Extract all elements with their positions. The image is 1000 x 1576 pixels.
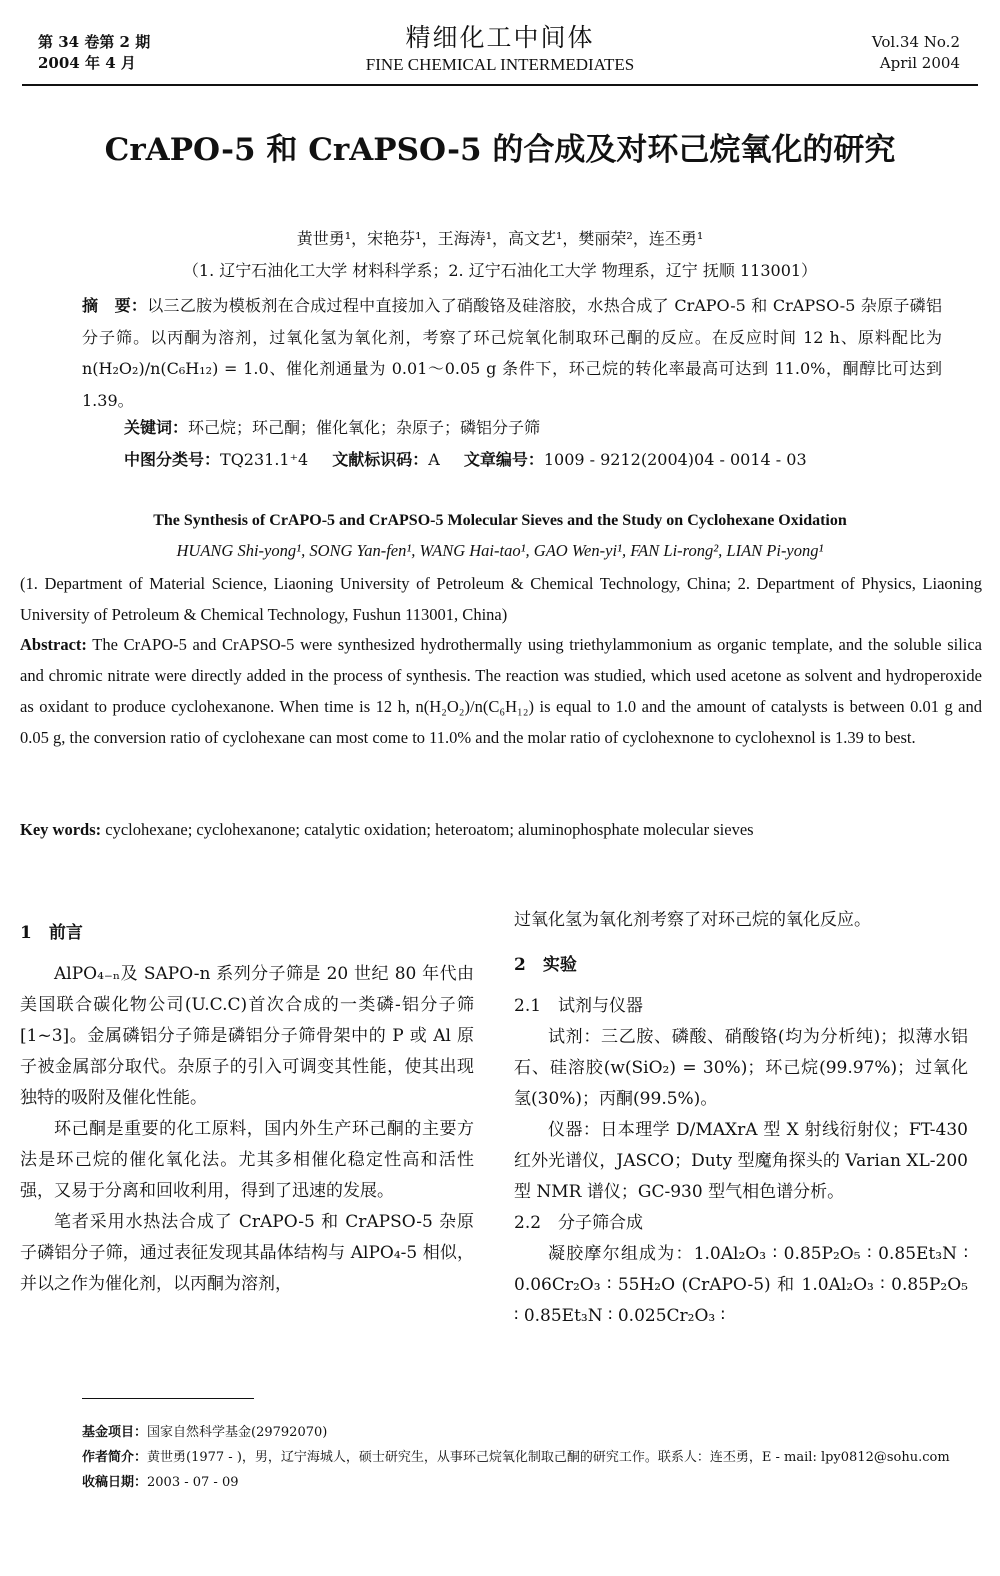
section-2-2-paragraph-1: 凝胶摩尔组成为：1.0Al₂O₃ ∶ 0.85P₂O₅ ∶ 0.85Et₃N ∶ 0.06Cr₂O₃ ∶ 55H₂O (CrAPO-5) 和 1.0Al₂O₃ ∶ 0.85P₂O₅ ∶ 0.85Et₃N ∶ 0.025Cr₂O₃ ∶ — [514, 1244, 968, 1326]
keywords-en — [20, 814, 982, 845]
section-1-paragraph-1: AlPO₄₋ₙ及 SAPO-n 系列分子筛是 20 世纪 80 年代由美国联合碳化物公司(U.C.C)首次合成的一类磷-铝分子筛[1~3]。金属磷铝分子筛是磷铝分子筛骨架中的 P 或 Al 原子被金属部分取代。杂原子的引入可调变其性能，使其出现独特的吸附及催化性能。 — [20, 964, 474, 1108]
affiliation-en: (1. Department of Material Science, Liaoning University of Petroleum & Chemical Technology, China; 2. Department of Physics, Liaoning University of Petroleum & Chemical Technology, Fushun 113001, China) — [20, 574, 982, 624]
section-1-paragraph-2: 环己酮是重要的化工原料，国内外生产环己酮的主要方法是环己烷的催化氧化法。尤其多相催化稳定性高和活性强，又易于分离和回收利用，得到了迅速的发展。 — [20, 1119, 474, 1201]
doc-code-value: A — [428, 450, 440, 469]
keywords-en-text: cyclohexane; cyclohexanone; catalytic oxidation; heteroatom; aluminophosphate molecular sieves — [105, 820, 754, 839]
abstract-cn — [82, 290, 942, 416]
author-bio-text: 黄世勇(1977 - )，男，辽宁海城人，硕士研究生，从事环己烷氧化制取己酮的研究工作。联系人：连丕勇，E - mail: lpy0812@sohu.com — [147, 1450, 950, 1465]
affiliation-cn: （1. 辽宁石油化工大学 材料科学系；2. 辽宁石油化工大学 物理系，辽宁 抚顺 113001） — [182, 261, 818, 280]
volume-cn: 第 34 卷第 2 期 — [38, 33, 151, 51]
clc-value: TQ231.1⁺4 — [220, 450, 309, 469]
footnote-rule — [82, 1398, 254, 1399]
received-label: 收稿日期： — [82, 1475, 148, 1490]
section-2-heading: 2 实验 — [514, 955, 577, 975]
volume-en: Vol.34 No.2 — [871, 33, 960, 51]
section-2-2-heading: 2.2 分子筛合成 — [514, 1213, 644, 1233]
paper-title-en: The Synthesis of CrAPO-5 and CrAPSO-5 Molecular Sieves and the Study on Cyclohexane Oxidation — [153, 512, 847, 529]
date-cn: 2004 年 4 月 — [38, 54, 136, 72]
section-2-1-paragraph-2: 仪器：日本理学 D/MAXrA 型 X 射线衍射仪；FT-430 红外光谱仪，JASCO；Duty 型魔角探头的 Varian XL-200 型 NMR 谱仪；GC-930 型气相色谱分析。 — [514, 1120, 968, 1202]
journal-name-cn: 精细化工中间体 — [405, 23, 595, 52]
article-id-label: 文章编号： — [463, 450, 544, 469]
abstract-en-text: The CrAPO-5 and CrAPSO-5 were synthesized hydrothermally using triethylammonium as organic template, and the soluble silica and chromic nitrate were directly added in the process of synthesis. The reaction was studied, which used acetone as solvent and hydroperoxide as oxidant to produce cyclohexanone. When time is 12 h, n(H₂O₂)/n(C₆H₁₂) is equal to 1.0 and the amount of catalysts is between 0.01 g and 0.05 g, the conversion ratio of cyclohexane can most come to 11.0% and the molar ratio of cyclohexnone to cyclohexnol is 1.39 to best. — [20, 635, 983, 747]
authors-cn: 黄世勇¹，宋艳芬¹，王海涛¹，高文艺¹，樊丽荣²，连丕勇¹ — [296, 229, 704, 248]
keywords-cn-label: 关键词： — [124, 418, 189, 437]
footnote-received — [82, 1470, 972, 1495]
header-center — [250, 22, 750, 76]
keywords-cn-text: 环己烷；环己酮；催化氧化；杂原子；磷铝分子筛 — [188, 418, 541, 437]
section-2-1-heading: 2.1 试剂与仪器 — [514, 996, 644, 1016]
keywords-cn — [124, 415, 540, 441]
footnote-fund — [82, 1420, 972, 1445]
doc-code-label: 文献标识码： — [332, 450, 429, 469]
section-2-1-paragraph-1: 试剂：三乙胺、磷酸、硝酸铬(均为分析纯)；拟薄水铝石、硅溶胶(w(SiO₂) = 30%)；环己烷(99.97%)；过氧化氢(30%)；丙酮(99.5%)。 — [514, 1027, 968, 1109]
abstract-cn-text: 以三乙胺为模板剂在合成过程中直接加入了硝酸铬及硅溶胶，水热合成了 CrAPO-5 和 CrAPSO-5 杂原子磷铝分子筛。以丙酮为溶剂，过氧化氢为氧化剂，考察了环己烷氧化制取环己酮的反应。在反应时间 12 h、原料配比为 n(H₂O₂)/n(C₆H₁₂) = 1.0、催化剂通量为 0.01～0.05 g 条件下，环己烷的转化率最高可达到 11.0%，酮醇比可达到 1.39。 — [82, 296, 942, 410]
fund-label: 基金项目： — [82, 1425, 148, 1440]
fund-text: 国家自然科学基金(29792070) — [147, 1425, 328, 1440]
article-id-value: 1009 - 9212(2004)04 - 0014 - 03 — [543, 450, 807, 469]
authors-en: HUANG Shi-yong¹, SONG Yan-fen¹, WANG Hai-tao¹, GAO Wen-yi¹, FAN Li-rong², LIAN Pi-yong¹ — [176, 541, 824, 560]
body-right-column — [514, 905, 968, 1332]
abstract-cn-label: 摘 要： — [82, 296, 148, 315]
footnote-author — [82, 1445, 972, 1470]
section-1-heading: 1 前言 — [20, 923, 83, 943]
abstract-en — [20, 629, 982, 753]
header-left — [38, 32, 150, 74]
abstract-en-label: Abstract: — [20, 635, 87, 654]
date-en: April 2004 — [879, 54, 960, 72]
footnotes — [82, 1420, 972, 1495]
clc-label: 中图分类号： — [124, 450, 221, 469]
paper-title-cn: CrAPO-5 和 CrAPSO-5 的合成及对环己烷氧化的研究 — [104, 132, 896, 168]
journal-name-en: FINE CHEMICAL INTERMEDIATES — [365, 55, 635, 74]
keywords-en-label: Key words: — [20, 820, 102, 839]
author-bio-label: 作者简介： — [82, 1450, 148, 1465]
section-1-paragraph-3-continued: 过氧化氢为氧化剂考察了对环己烷的氧化反应。 — [514, 910, 871, 930]
header-right — [872, 32, 960, 74]
classification-cn — [124, 447, 807, 473]
section-1-paragraph-3: 笔者采用水热法合成了 CrAPO-5 和 CrAPSO-5 杂原子磷铝分子筛，通过表征发现其晶体结构与 AlPO₄-5 相似，并以之作为催化剂，以丙酮为溶剂， — [20, 1212, 474, 1294]
body-left-column — [20, 918, 474, 1300]
received-text: 2003 - 07 - 09 — [147, 1475, 239, 1490]
header-rule — [22, 84, 978, 86]
